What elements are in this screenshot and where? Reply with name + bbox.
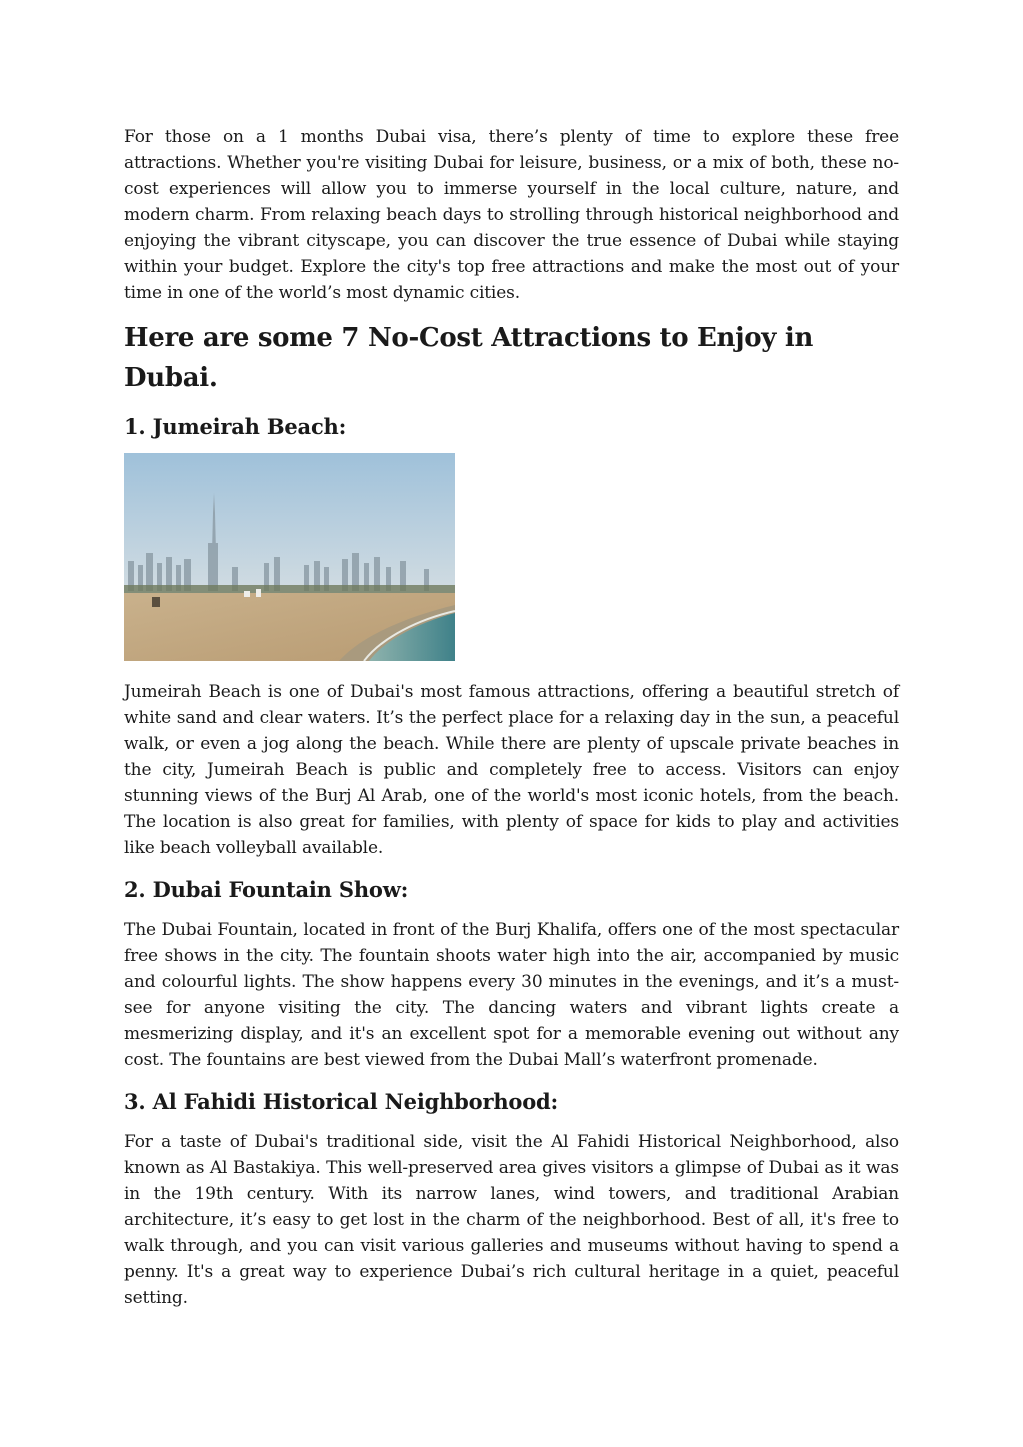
section-heading-al-fahidi: 3. Al Fahidi Historical Neighborhood: bbox=[124, 1089, 559, 1114]
document-page bbox=[124, 124, 899, 1311]
section-heading-dubai-fountain: 2. Dubai Fountain Show: bbox=[124, 877, 409, 902]
al-fahidi-paragraph: For a taste of Dubai's traditional side, visit the Al Fahidi Historical Neighborhood, also known as Al Bastakiya. This well-preserved area gives visitors a glimpse of Dubai as it was in the 19th century. With its narrow lanes, wind towers, and traditional Arabian architecture, it’s easy to get lost in the charm of the neighborhood. Best of all, it's free to walk through, and you can visit various galleries and museums without having to spend a penny. It's a great way to experience Dubai’s rich cultural heritage in a quiet, peaceful setting. bbox=[124, 1132, 899, 1308]
intro-paragraph: For those on a 1 months Dubai visa, there’s plenty of time to explore these free attractions. Whether you're visiting Dubai for leisure, business, or a mix of both, these no-cost experiences will allow you to immerse yourself in the local culture, nature, and modern charm. From relaxing beach days to strolling through historical neighborhood and enjoying the vibrant cityscape, you can discover the true essence of Dubai while staying within your budget. Explore the city's top free attractions and make the most out of your time in one of the world’s most dynamic cities. bbox=[124, 127, 899, 303]
dubai-fountain-paragraph: The Dubai Fountain, located in front of the Burj Khalifa, offers one of the most spectacular free shows in the city. The fountain shoots water high into the air, accompanied by music and colourful lights. The show happens every 30 minutes in the evenings, and it’s a must-see for anyone visiting the city. The dancing waters and vibrant lights create a mesmerizing display, and it's an excellent spot for a memorable evening out without any cost. The fountains are best viewed from the Dubai Mall’s waterfront promenade. bbox=[124, 920, 899, 1070]
section-heading-jumeirah-beach: 1. Jumeirah Beach: bbox=[124, 414, 347, 439]
jumeirah-beach-paragraph: Jumeirah Beach is one of Dubai's most famous attractions, offering a beautiful stretch of white sand and clear waters. It’s the perfect place for a relaxing day in the sun, a peaceful walk, or even a jog along the beach. While there are plenty of upscale private beaches in the city, Jumeirah Beach is public and completely free to access. Visitors can enjoy stunning views of the Burj Al Arab, one of the world's most iconic hotels, from the beach. The location is also great for families, with plenty of space for kids to play and activities like beach volleyball available. bbox=[124, 682, 899, 858]
jumeirah-beach-photo bbox=[124, 453, 455, 661]
main-heading: Here are some 7 No-Cost Attractions to Enjoy in Dubai. bbox=[124, 323, 814, 393]
